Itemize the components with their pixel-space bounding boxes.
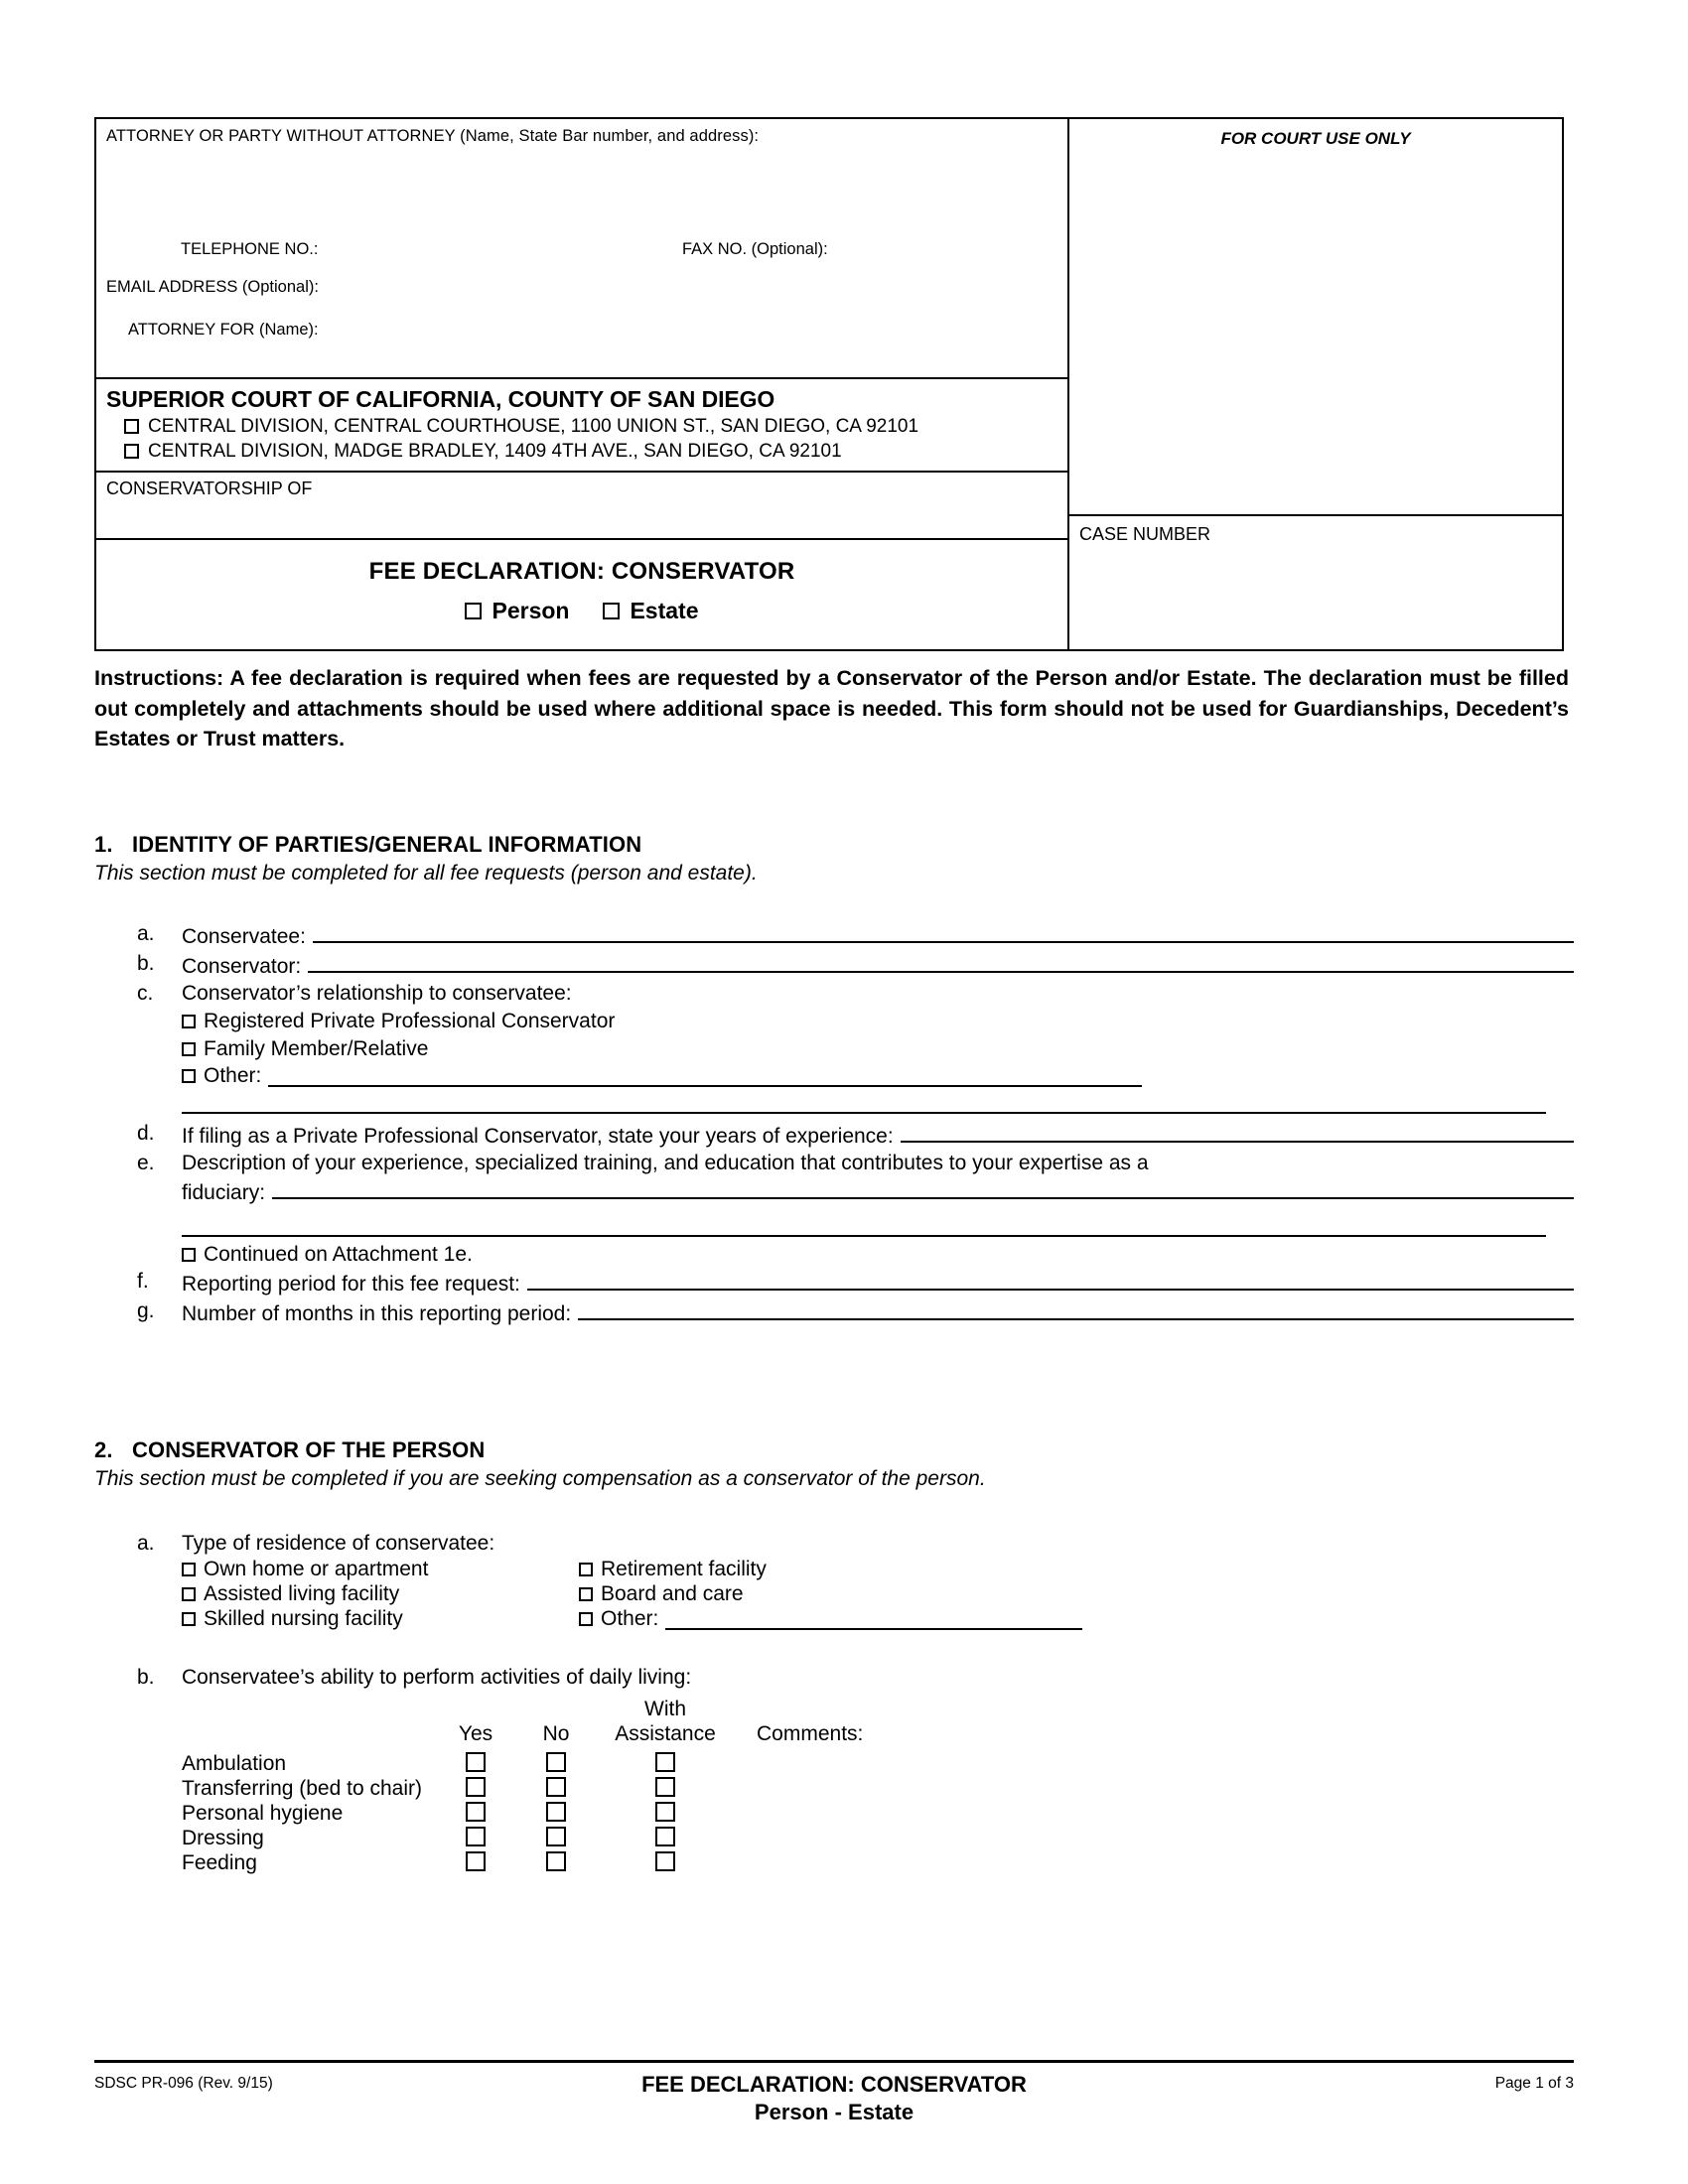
- adl-column-assistance: Assistance: [615, 1721, 716, 1745]
- checkbox-icon[interactable]: [655, 1777, 675, 1797]
- case-number-label: CASE NUMBER: [1079, 524, 1211, 544]
- item-2a: [94, 1531, 1574, 1558]
- email-label: EMAIL ADDRESS (Optional):: [106, 278, 319, 296]
- checkbox-icon[interactable]: [466, 1851, 486, 1871]
- footer-title: [94, 2071, 1574, 2126]
- residence-option-label: Assisted living facility: [204, 1581, 400, 1605]
- item-2a-letter: a.: [137, 1532, 155, 1555]
- adl-column-no: No: [542, 1721, 570, 1745]
- item-1c-option-label: Other:: [204, 1064, 262, 1088]
- adl-column-with: With: [644, 1697, 686, 1720]
- item-1c-option-other[interactable]: [182, 1062, 1574, 1090]
- checkbox-icon[interactable]: [466, 1777, 486, 1797]
- residence-other-input[interactable]: [665, 1608, 1082, 1630]
- instructions-paragraph: Instructions: A fee declaration is required when fees are requested by a Conservator of the Person and/or Estate. The declaration must be filled out completely and attachments should be used where additional space is needed. This form should not be used for Guardianships, Decedent’s Estates or Trust matters.: [94, 666, 1569, 751]
- checkbox-icon[interactable]: [579, 1612, 593, 1626]
- checkbox-icon[interactable]: [182, 1612, 196, 1626]
- item-1g: [94, 1298, 1574, 1328]
- checkbox-icon[interactable]: [546, 1777, 566, 1797]
- section-2-subheading: This section must be completed if you are seeking compensation as a conservator of the person.: [94, 1467, 986, 1490]
- item-1e-continued: [94, 1177, 1574, 1207]
- adl-row-ambulation: [182, 1752, 1574, 1777]
- attorney-for-label: ATTORNEY FOR (Name):: [128, 321, 319, 339]
- checkbox-icon[interactable]: [182, 1563, 196, 1576]
- item-2b: [94, 1665, 1574, 1692]
- checkbox-icon[interactable]: [579, 1587, 593, 1601]
- checkbox-icon[interactable]: [655, 1851, 675, 1871]
- item-1f-letter: f.: [137, 1269, 149, 1293]
- adl-row-label: Transferring (bed to chair): [182, 1777, 422, 1801]
- item-1b-label: Conservator:: [182, 954, 302, 978]
- adl-table: [182, 1698, 1574, 1876]
- adl-column-yes: Yes: [458, 1721, 493, 1745]
- checkbox-icon[interactable]: [182, 1069, 196, 1083]
- form-title-option-label: Estate: [630, 597, 699, 623]
- item-1e-letter: e.: [137, 1152, 155, 1175]
- adl-table-header: [182, 1722, 1574, 1746]
- section-1-heading: [94, 832, 1574, 858]
- fax-label: FAX NO. (Optional):: [682, 240, 828, 258]
- checkbox-icon[interactable]: [182, 1042, 196, 1056]
- conservatorship-label: CONSERVATORSHIP OF: [106, 478, 313, 498]
- checkbox-icon[interactable]: [579, 1563, 593, 1576]
- form-title-block: [96, 538, 1067, 649]
- residence-option-skilled-nursing[interactable]: [182, 1607, 579, 1631]
- section-1-subheading: This section must be completed for all fee requests (person and estate).: [94, 862, 758, 885]
- telephone-label: TELEPHONE NO.:: [181, 240, 319, 258]
- item-1c-option-family[interactable]: [182, 1035, 1574, 1063]
- page-number: Page 1 of 3: [1494, 2075, 1574, 2092]
- item-2b-label: Conservatee’s ability to perform activities of daily living:: [182, 1665, 692, 1689]
- adl-column-comments: Comments:: [757, 1721, 864, 1745]
- page-footer: [94, 2071, 1574, 2126]
- adl-row-label: Feeding: [182, 1851, 257, 1875]
- court-option-label: CENTRAL DIVISION, CENTRAL COURTHOUSE, 1100 UNION ST., SAN DIEGO, CA 92101: [148, 415, 919, 437]
- section-2: [94, 1437, 1574, 1876]
- section-2-number: 2.: [94, 1437, 113, 1462]
- item-1b: [94, 951, 1574, 981]
- item-1a-letter: a.: [137, 922, 155, 945]
- caption-box: [94, 117, 1564, 651]
- adl-row-label: Personal hygiene: [182, 1802, 344, 1826]
- attorney-info-block: [96, 119, 1067, 377]
- checkbox-icon[interactable]: [466, 1802, 486, 1822]
- item-1e-attachment[interactable]: [182, 1241, 1574, 1269]
- checkbox-icon[interactable]: [466, 1752, 486, 1772]
- checkbox-icon[interactable]: [655, 1827, 675, 1846]
- checkbox-icon[interactable]: [182, 1587, 196, 1601]
- adl-row-personal-hygiene: [182, 1802, 1574, 1827]
- item-1g-letter: g.: [137, 1298, 155, 1322]
- court-option-madge-bradley[interactable]: [124, 439, 1057, 464]
- section-1: [94, 832, 1574, 1328]
- section-1-items: [94, 921, 1574, 1328]
- court-use-area: [1069, 119, 1562, 514]
- checkbox-icon[interactable]: [655, 1752, 675, 1772]
- residence-option-label: Skilled nursing facility: [204, 1606, 403, 1630]
- item-1a: [94, 921, 1574, 951]
- form-title-option-estate[interactable]: [603, 598, 698, 624]
- residence-option-label: Board and care: [601, 1581, 744, 1605]
- conservatorship-field[interactable]: [96, 471, 1067, 538]
- caption-left-column: [96, 119, 1069, 649]
- case-number-field[interactable]: [1069, 514, 1562, 625]
- checkbox-icon[interactable]: [465, 603, 482, 619]
- court-option-central-courthouse[interactable]: [124, 414, 1057, 439]
- item-1e: [94, 1151, 1574, 1177]
- court-option-label: CENTRAL DIVISION, MADGE BRADLEY, 1409 4TH AVE., SAN DIEGO, CA 92101: [148, 440, 842, 462]
- item-2b-letter: b.: [137, 1665, 155, 1689]
- section-1-title: IDENTITY OF PARTIES/GENERAL INFORMATION: [132, 832, 642, 857]
- form-title: FEE DECLARATION: CONSERVATOR: [368, 557, 795, 585]
- item-1d: [94, 1121, 1574, 1151]
- checkbox-icon[interactable]: [124, 419, 139, 434]
- adl-row-transferring: [182, 1777, 1574, 1802]
- item-1g-label: Number of months in this reporting period:: [182, 1301, 572, 1325]
- item-2a-label: Type of residence of conservatee:: [182, 1532, 495, 1555]
- checkbox-icon[interactable]: [466, 1827, 486, 1846]
- residence-option-other[interactable]: [579, 1607, 1574, 1631]
- checkbox-icon[interactable]: [546, 1802, 566, 1822]
- checkbox-icon[interactable]: [182, 1248, 196, 1262]
- section-2-title: CONSERVATOR OF THE PERSON: [132, 1437, 486, 1462]
- checkbox-icon[interactable]: [546, 1827, 566, 1846]
- checkbox-icon[interactable]: [124, 444, 139, 459]
- item-1d-label: If filing as a Private Professional Conservator, state your years of experience:: [182, 1125, 894, 1149]
- court-title: SUPERIOR COURT OF CALIFORNIA, COUNTY OF SAN DIEGO: [106, 386, 775, 412]
- adl-row-label: Dressing: [182, 1827, 264, 1850]
- item-1c-letter: c.: [137, 981, 154, 1005]
- residence-option-label: Own home or apartment: [204, 1557, 429, 1580]
- item-1b-input[interactable]: [308, 951, 1574, 973]
- item-1c: [94, 981, 1574, 1008]
- item-1b-letter: b.: [137, 951, 155, 975]
- item-1c-other-input-line2[interactable]: [182, 1112, 1546, 1114]
- residence-option-label: Other:: [601, 1606, 659, 1630]
- court-block: [96, 377, 1067, 471]
- checkbox-icon[interactable]: [603, 603, 620, 619]
- residence-option-label: Retirement facility: [601, 1557, 767, 1580]
- residence-options-grid: [182, 1558, 1574, 1631]
- checkbox-icon[interactable]: [655, 1802, 675, 1822]
- adl-row-label: Ambulation: [182, 1752, 287, 1776]
- attorney-label: ATTORNEY OR PARTY WITHOUT ATTORNEY (Name, State Bar number, and address):: [106, 127, 760, 145]
- checkbox-icon[interactable]: [182, 1015, 196, 1028]
- item-1a-input[interactable]: [313, 921, 1574, 943]
- section-2-items: [94, 1531, 1574, 1876]
- item-1a-label: Conservatee:: [182, 925, 306, 948]
- adl-table-header-top: [182, 1698, 1574, 1721]
- item-1e-label-line2: fiduciary:: [182, 1181, 266, 1205]
- form-title-option-person[interactable]: [465, 598, 569, 624]
- caption-row: [96, 119, 1562, 649]
- residence-option-own-home[interactable]: [182, 1558, 579, 1581]
- item-1c-option-label: Registered Private Professional Conservator: [204, 1009, 616, 1032]
- section-1-number: 1.: [94, 832, 113, 857]
- form-title-option-label: Person: [492, 597, 570, 623]
- checkbox-icon[interactable]: [546, 1851, 566, 1871]
- section-2-heading: [94, 1437, 1574, 1463]
- caption-right-column: [1069, 119, 1562, 649]
- item-1c-other-input[interactable]: [268, 1065, 1142, 1087]
- item-1f-label: Reporting period for this fee request:: [182, 1272, 520, 1296]
- item-1e-attachment-label: Continued on Attachment 1e.: [204, 1243, 473, 1267]
- item-1f-input[interactable]: [527, 1269, 1574, 1291]
- form-code: SDSC PR-096 (Rev. 9/15): [94, 2075, 273, 2092]
- item-1c-label: Conservator’s relationship to conservatee:: [182, 981, 572, 1005]
- adl-row-feeding: [182, 1851, 1574, 1876]
- footer-title-line2: Person - Estate: [754, 2100, 914, 2125]
- checkbox-icon[interactable]: [546, 1752, 566, 1772]
- item-1d-input[interactable]: [901, 1121, 1574, 1143]
- item-1f: [94, 1269, 1574, 1298]
- item-1d-letter: d.: [137, 1122, 155, 1146]
- item-1e-input-line2[interactable]: [182, 1235, 1546, 1237]
- residence-option-board-and-care[interactable]: [579, 1582, 1574, 1606]
- form-title-options: [96, 598, 1067, 624]
- item-1e-label-line1: Description of your experience, specialized training, and education that contributes to your expertise as a: [182, 1152, 1149, 1175]
- footer-divider: [94, 2060, 1574, 2063]
- residence-option-retirement[interactable]: [579, 1558, 1574, 1581]
- footer-title-line1: FEE DECLARATION: CONSERVATOR: [641, 2072, 1027, 2097]
- item-1c-option-label: Family Member/Relative: [204, 1036, 429, 1060]
- item-1e-input[interactable]: [272, 1177, 1574, 1199]
- item-1c-option-registered[interactable]: [182, 1008, 1574, 1035]
- item-1g-input[interactable]: [578, 1298, 1574, 1320]
- residence-option-assisted-living[interactable]: [182, 1582, 579, 1606]
- court-use-label: FOR COURT USE ONLY: [1220, 129, 1411, 148]
- adl-row-dressing: [182, 1827, 1574, 1851]
